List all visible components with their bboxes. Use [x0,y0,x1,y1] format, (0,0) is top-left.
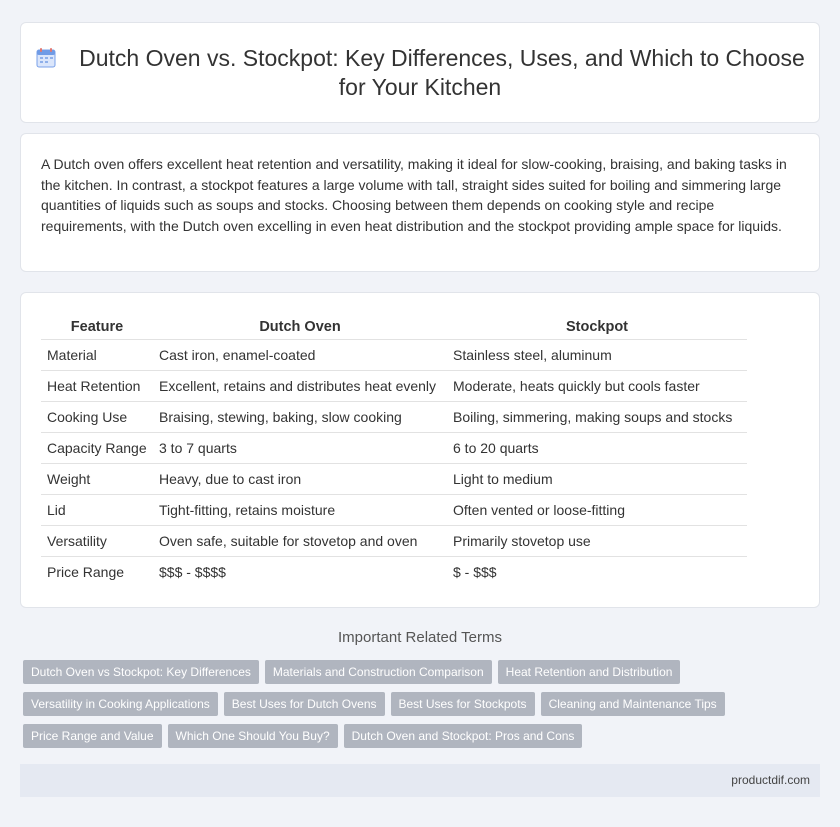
tag-key-differences[interactable]: Dutch Oven vs Stockpot: Key Differences [23,660,259,684]
cell-dutch-oven: Heavy, due to cast iron [153,464,447,495]
tag-dutch-oven-uses[interactable]: Best Uses for Dutch Ovens [224,692,385,716]
intro-card [20,133,820,272]
table-header-row [41,317,747,340]
table-row [41,464,747,495]
cell-stockpot: Light to medium [447,464,747,495]
cell-feature: Heat Retention [41,371,153,402]
table-row [41,402,747,433]
tag-cleaning[interactable]: Cleaning and Maintenance Tips [541,692,725,716]
cell-feature: Weight [41,464,153,495]
tag-which-to-buy[interactable]: Which One Should You Buy? [168,724,338,748]
footer-site[interactable]: productdif.com [731,773,810,787]
tag-versatility[interactable]: Versatility in Cooking Applications [23,692,218,716]
cell-feature: Versatility [41,526,153,557]
footer [20,764,820,797]
cell-stockpot: Often vented or loose-fitting [447,495,747,526]
table-row [41,495,747,526]
cell-dutch-oven: Cast iron, enamel-coated [153,340,447,371]
cell-stockpot: Primarily stovetop use [447,526,747,557]
cell-feature: Cooking Use [41,402,153,433]
cell-dutch-oven: Oven safe, suitable for stovetop and oven [153,526,447,557]
tag-stockpot-uses[interactable]: Best Uses for Stockpots [391,692,535,716]
table-row [41,557,747,588]
comparison-card [20,292,820,608]
cell-stockpot: Stainless steel, aluminum [447,340,747,371]
cell-dutch-oven: 3 to 7 quarts [153,433,447,464]
tag-materials[interactable]: Materials and Construction Comparison [265,660,492,684]
title-card [20,22,820,123]
cell-stockpot: Moderate, heats quickly but cools faster [447,371,747,402]
tag-heat-retention[interactable]: Heat Retention and Distribution [498,660,681,684]
table-row [41,371,747,402]
page-title-wrap [21,44,819,102]
cell-feature: Material [41,340,153,371]
cell-dutch-oven: $$$ - $$$$ [153,557,447,588]
related-tags [23,660,803,756]
cell-feature: Capacity Range [41,433,153,464]
page-title: Dutch Oven vs. Stockpot: Key Differences, Uses, and Which to Choose for Your Kitchen [79,45,805,100]
table-row [41,433,747,464]
cell-feature: Price Range [41,557,153,588]
cell-dutch-oven: Tight-fitting, retains moisture [153,495,447,526]
header-feature: Feature [70,319,124,335]
tag-price-range[interactable]: Price Range and Value [23,724,162,748]
calendar-icon [35,47,57,69]
cell-stockpot: Boiling, simmering, making soups and stocks [447,402,747,433]
table-row [41,340,747,371]
comparison-table [41,317,747,587]
intro-paragraph: A Dutch oven offers excellent heat retention and versatility, making it ideal for slow-cooking, braising, and baking tasks in the kitchen. In contrast, a stockpot features a large volume with tall, straight sides suited for boiling and simmering large quantities of liquids such as soups and stocks. Choosing between them depends on cooking style and recipe requirements, with the Dutch oven excelling in even heat distribution and the stockpot providing ample space for liquids. [41,156,787,234]
related-terms-title: Important Related Terms [338,629,502,646]
header-dutch-oven: Dutch Oven [259,319,341,335]
cell-feature: Lid [41,495,153,526]
table-row [41,526,747,557]
header-stockpot: Stockpot [565,319,629,335]
cell-dutch-oven: Braising, stewing, baking, slow cooking [153,402,447,433]
cell-dutch-oven: Excellent, retains and distributes heat evenly [153,371,447,402]
cell-stockpot: $ - $$$ [447,557,747,588]
tag-pros-cons[interactable]: Dutch Oven and Stockpot: Pros and Cons [344,724,583,748]
cell-stockpot: 6 to 20 quarts [447,433,747,464]
